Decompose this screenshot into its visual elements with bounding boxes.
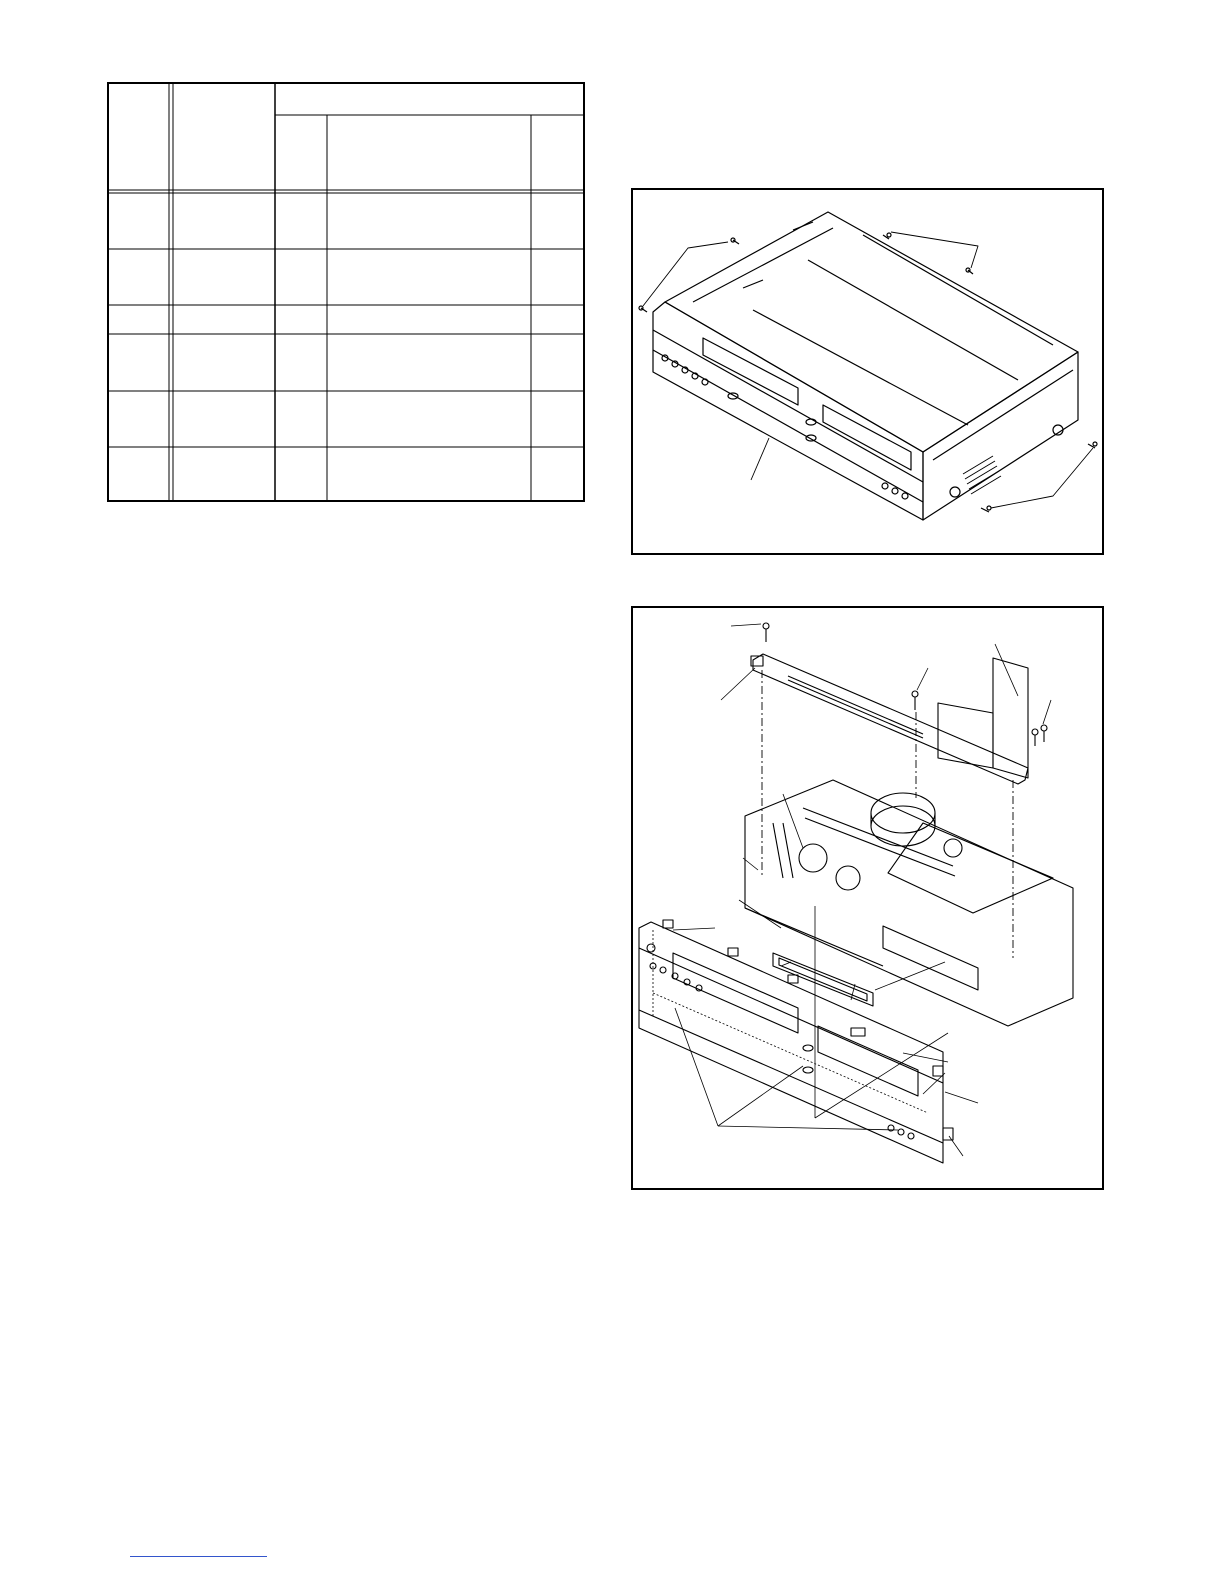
disassembly-table <box>107 82 587 506</box>
footer-link-underline[interactable] <box>130 1555 267 1557</box>
chassis <box>745 780 1073 1026</box>
cabinet-drawing <box>633 190 1104 555</box>
front-panel-drawing <box>633 608 1104 1190</box>
top-bracket <box>753 654 1028 784</box>
disassembly-table-grid <box>107 82 587 506</box>
screw-icon <box>763 623 1047 746</box>
side-face <box>923 352 1078 520</box>
top-cover <box>665 212 1078 452</box>
screw-icon <box>639 233 1097 512</box>
figure-cabinet-removal <box>631 188 1104 555</box>
figure-front-panel-removal <box>631 606 1104 1190</box>
head-drum <box>871 793 935 833</box>
